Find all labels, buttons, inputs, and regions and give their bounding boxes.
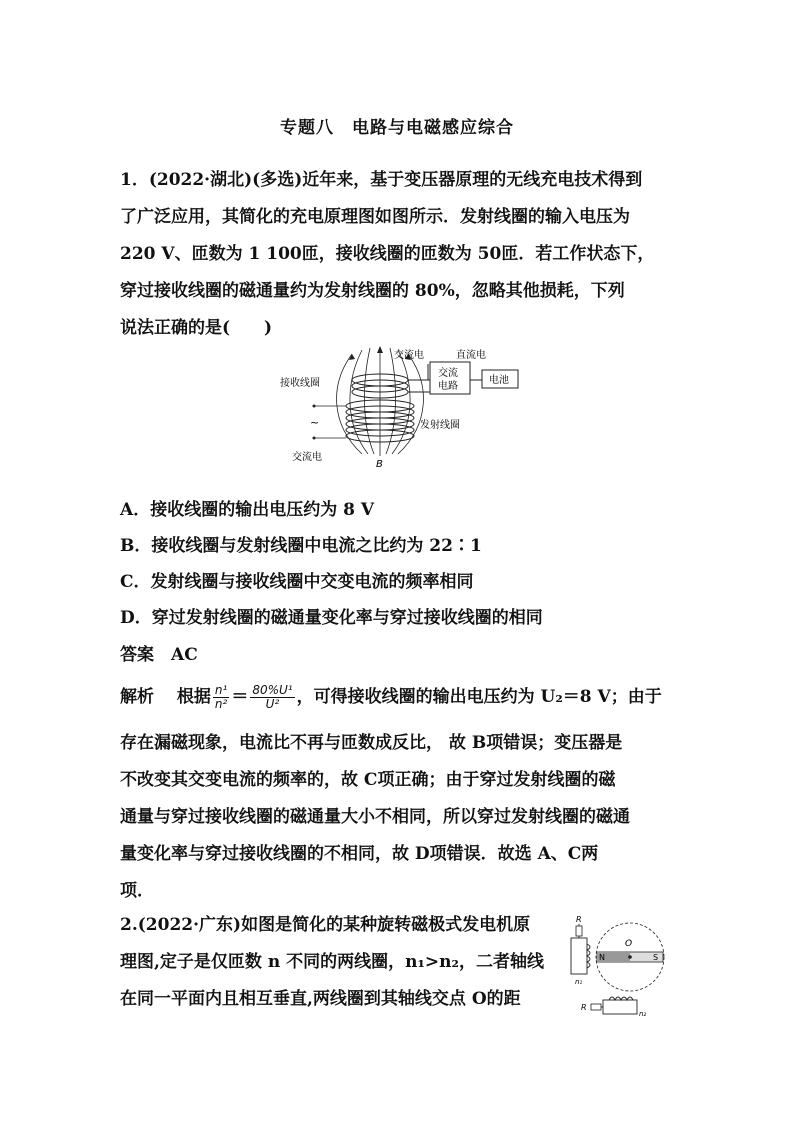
analysis-first-line [120, 675, 662, 719]
text-line: 在同一平面内且相互垂直,两线圈到其轴线交点 O的距 [120, 989, 521, 1009]
label-b: B [376, 459, 383, 470]
label-r1: R [576, 915, 582, 924]
label-r2: R [581, 1003, 587, 1012]
equals-sign: ＝ [231, 687, 249, 707]
text-line: 通量与穿过接收线圈的磁通量大小不相同，所以穿过发射线圈的磁通 [120, 807, 630, 827]
option-a: A．接收线圈的输出电压约为 8 V [120, 500, 375, 520]
label-receive-coil: 接收线圈 [280, 378, 320, 389]
label-ac-circuit-2: 电路 [438, 381, 458, 392]
analysis-body [120, 725, 685, 910]
fraction-voltage [250, 684, 294, 711]
label-o: O [625, 939, 633, 949]
label-n-pole: N [599, 953, 605, 962]
text-line: 说法正确的是( ) [120, 318, 273, 338]
text-line: 理图,定子是仅匝数 n 不同的两线圈，n₁>n₂，二者轴线 [120, 952, 544, 972]
option-d: D．穿过发射线圈的磁通量变化率与穿过接收线圈的相同 [120, 608, 543, 628]
text-line: 量变化率与穿过接收线圈的不相同，故 D项错误．故选 A、C两 [120, 844, 599, 864]
question-1-stem [120, 162, 685, 347]
text-line: 项． [120, 881, 154, 901]
label-dc: 直流电 [456, 350, 486, 361]
answer: 答案 AC [120, 645, 198, 665]
wireless-charging-diagram [270, 344, 530, 470]
text-line: 穿过接收线圈的磁通量约为发射线圈的 80%，忽略其他损耗，下列 [120, 281, 625, 301]
question-2-stem [120, 907, 560, 1018]
option-b: B．接收线圈与发射线圈中电流之比约为 22∶1 [120, 536, 482, 556]
text-line: 存在漏磁现象，电流比不再与匝数成反比， 故 B项错误；变压器是 [120, 733, 623, 753]
text-line: 1．(2022·湖北)(多选)近年来，基于变压器原理的无线充电技术得到 [120, 170, 643, 190]
fraction-numerator: n¹ [214, 683, 228, 697]
label-tilde: ~ [310, 416, 320, 429]
label-n2: n₂ [639, 1010, 647, 1018]
fraction-denominator: n² [214, 697, 228, 711]
text-line: 不改变其交变电流的频率的，故 C项正确；由于穿过发射线圈的磁 [120, 770, 616, 790]
label-ac-top: 交流电 [394, 350, 424, 361]
label-s-pole: S [653, 953, 659, 962]
fraction-numerator: 80%U¹ [252, 683, 293, 697]
text-line: 220 V、匝数为 1 100匝，接收线圈的匝数为 50匝．若工作状态下， [120, 244, 655, 264]
fraction-denominator: U² [265, 697, 280, 711]
text-line: 了广泛应用，其简化的充电原理图如图所示．发射线圈的输入电压为 [120, 207, 630, 227]
page-title: 专题八 电路与电磁感应综合 [280, 118, 514, 138]
generator-diagram [565, 912, 675, 1022]
label-n1: n₁ [575, 978, 583, 986]
analysis-suffix: ，可得接收线圈的输出电压约为 U₂＝8 V；由于 [296, 687, 662, 707]
analysis-prefix: 解析 根据 [120, 687, 211, 707]
text-line: 2.(2022·广东)如图是简化的某种旋转磁极式发电机原 [120, 915, 531, 935]
label-battery: 电池 [489, 375, 509, 386]
label-ac-bottom: 交流电 [292, 452, 322, 463]
label-ac-circuit-1: 交流 [438, 368, 458, 379]
fraction-turns [213, 684, 229, 711]
option-c: C．发射线圈与接收线圈中交变电流的频率相同 [120, 572, 474, 592]
label-transmit-coil: 发射线圈 [420, 420, 460, 431]
